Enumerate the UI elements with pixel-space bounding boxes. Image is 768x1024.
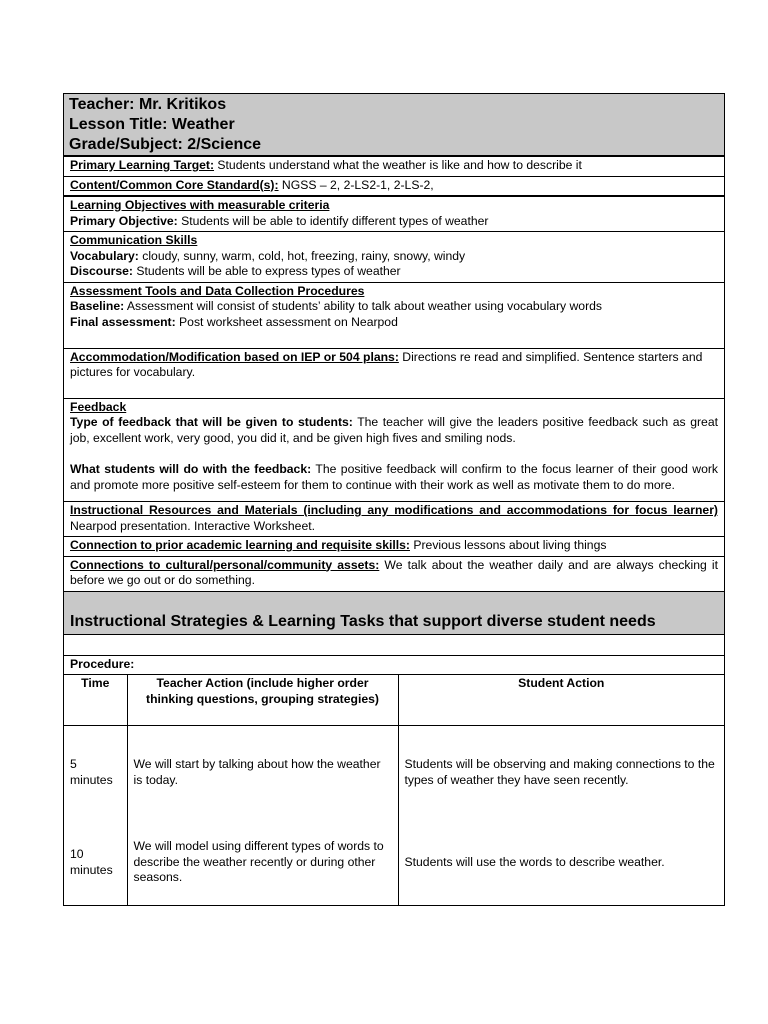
accommodation-modification (64, 349, 724, 399)
lesson-plan-document (63, 93, 725, 906)
content-standards (64, 177, 724, 198)
cultural-text: We talk about the weather daily and are always checking it before we go out or do something. (70, 557, 718, 587)
objectives-heading: Learning Objectives with measurable criteria (70, 198, 330, 212)
baseline-label: Baseline: (70, 299, 125, 313)
procedure-header-row (64, 675, 724, 725)
assessment-heading: Assessment Tools and Data Collection Procedures (70, 283, 365, 298)
lesson-header (64, 94, 724, 157)
vocabulary-label: Vocabulary: (70, 248, 139, 263)
blank-row (64, 635, 724, 656)
student-action-cell: Students will be observing and making connections to the types of weather they have seen recently. (404, 757, 715, 787)
resources-text: Nearpod presentation. Interactive Worksheet. (70, 518, 316, 533)
feedback-section (64, 399, 724, 503)
communication-heading: Communication Skills (70, 233, 198, 247)
baseline-text: Assessment will consist of students’ ability to talk about weather using vocabulary words (124, 299, 603, 313)
discourse-label: Discourse: (70, 264, 133, 278)
assessment-tools (64, 283, 724, 349)
strategies-heading: Instructional Strategies & Learning Tasks that support diverse student needs (64, 592, 724, 635)
teacher-action-column-header: Teacher Action (include higher order thinking questions, grouping strategies) (127, 675, 398, 725)
prior-learning-connection (64, 537, 724, 557)
accommodation-text: Directions re read and simplified. Sentence starters and pictures for vocabulary. (70, 349, 703, 379)
procedure-row (64, 820, 724, 905)
student-action-cell: Students will use the words to describe weather. (404, 854, 665, 869)
primary-target-text: Students understand what the weather is like and how to describe it (214, 158, 582, 172)
feedback-heading: Feedback (70, 399, 127, 414)
teacher-name: Teacher: Mr. Kritikos (69, 96, 227, 113)
lesson-title: Lesson Title: Weather (69, 116, 235, 133)
cultural-connections (64, 557, 724, 592)
final-assessment-label: Final assessment: (70, 314, 176, 329)
procedure-label: Procedure: (64, 656, 724, 676)
learning-objectives (64, 197, 724, 232)
standards-text: NGSS – 2, 2-LS2-1, 2-LS-2, (278, 177, 434, 192)
primary-objective-label: Primary Objective: (70, 213, 178, 228)
resources-label: Instructional Resources and Materials (including any modifications and accommodations for focus learner) (70, 503, 718, 517)
grade-subject: Grade/Subject: 2/Science (69, 136, 262, 153)
procedure-table (64, 675, 724, 905)
time-cell: 10 minutes (64, 820, 127, 905)
procedure-row (64, 725, 724, 820)
primary-learning-target (64, 157, 724, 177)
primary-target-label: Primary Learning Target: (70, 158, 215, 172)
student-action-column-header: Student Action (398, 675, 724, 725)
prior-label: Connection to prior academic learning and requisite skills: (70, 538, 410, 552)
communication-skills (64, 232, 724, 283)
time-cell: 5 minutes (64, 725, 127, 820)
primary-objective-text: Students will be able to identify different types of weather (177, 213, 489, 228)
feedback-use-label: What students will do with the feedback: (70, 462, 312, 476)
time-column-header: Time (64, 675, 127, 725)
vocabulary-text: cloudy, sunny, warm, cold, hot, freezing, rainy, snowy, windy (138, 248, 466, 263)
teacher-action-cell: We will model using different types of words to describe the weather recently or during other seasons. (127, 820, 398, 905)
discourse-text: Students will be able to express types of weather (133, 264, 401, 278)
cultural-label: Connections to cultural/personal/community assets: (70, 557, 380, 572)
feedback-type-text: The teacher will give the leaders positive feedback such as great job, excellent work, very good, you did it, and be given high fives and smiling nods. (70, 415, 718, 445)
accommodation-label: Accommodation/Modification based on IEP or 504 plans: (70, 349, 399, 364)
final-assessment-text: Post worksheet assessment on Nearpod (175, 314, 398, 329)
procedure-table-wrapper (64, 675, 724, 905)
standards-label: Content/Common Core Standard(s): (70, 177, 279, 192)
feedback-type-label: Type of feedback that will be given to students: (70, 415, 353, 429)
prior-text: Previous lessons about living things (409, 538, 607, 552)
teacher-action-cell: We will start by talking about how the weather is today. (127, 725, 398, 820)
feedback-use-text: The positive feedback will confirm to the focus learner of their good work and promote more positive self-esteem for them to continue with their work as well as motivate them to do more. (70, 462, 719, 492)
instructional-resources (64, 502, 724, 537)
